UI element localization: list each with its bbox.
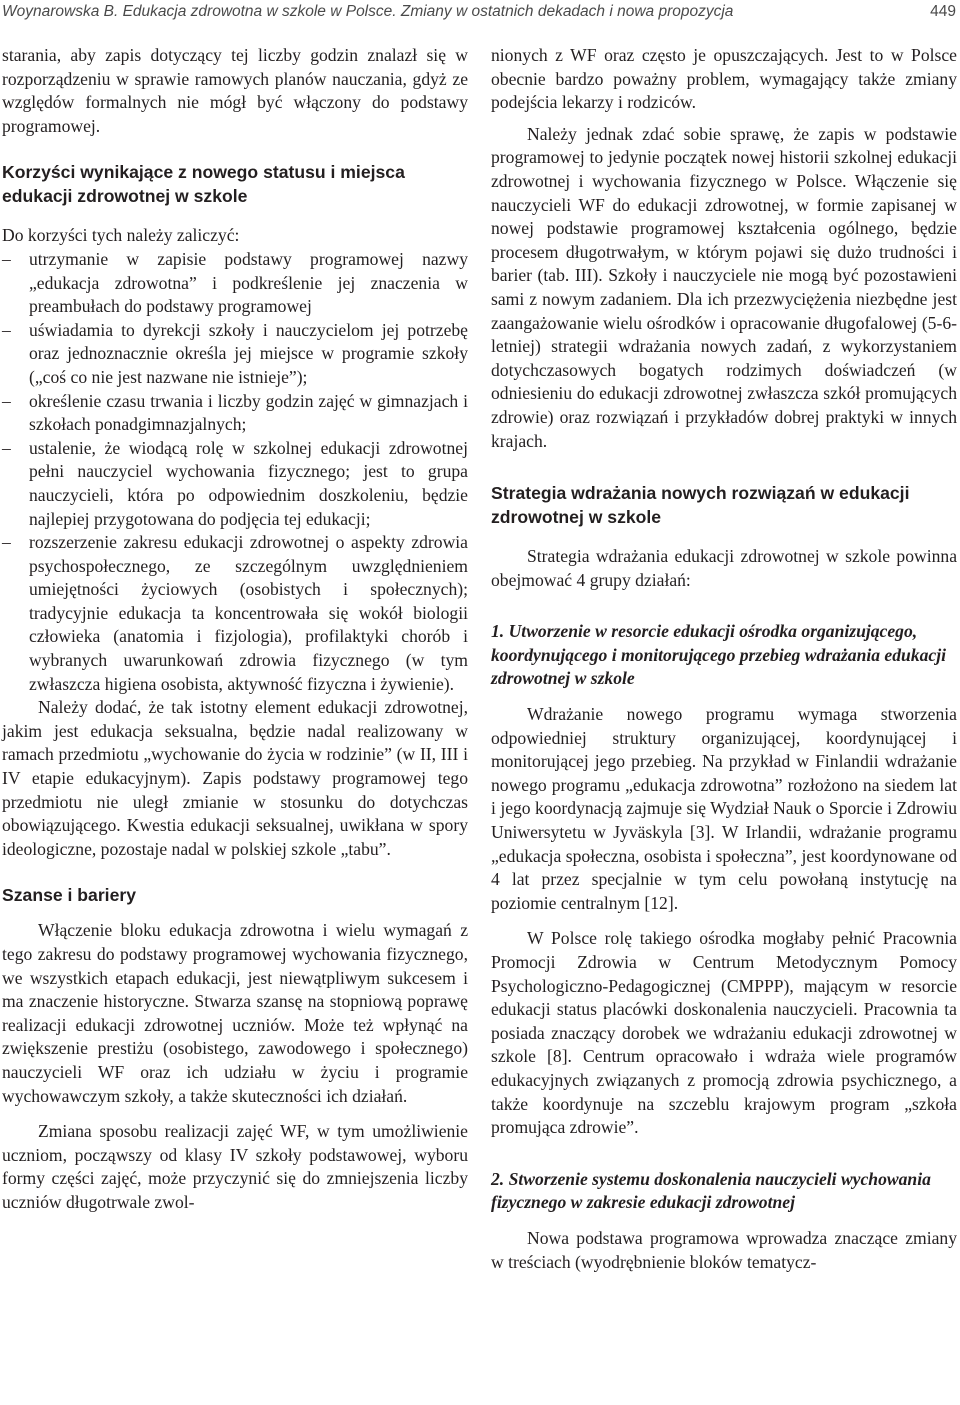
- paragraph: Zmiana sposobu realizacji zajęć WF, w tym umożliwienie uczniom, począwszy od klasy IV szkoły podstawowej, wyboru formy części zajęć, może przyczynić się do zmniejszenia liczby uczniów długotrwale zwol-: [2, 1121, 468, 1212]
- list-item: – rozszerzenie zakresu edukacji zdrowotnej o aspekty zdrowia psychospołecznego, ze szczególnym uwzględnieniem umiejętności życiowych (osobistych i społecznych); tradycyjnie edukacja ta koncentrowała się wokół biologii człowieka (anatomia i fizjologia), profilaktyki chorób i wybranych uwarunkowań zdrowia fizycznego (w tym zwłaszcza higiena osobista, aktywność fizyczna i żywienie).: [2, 532, 468, 694]
- running-header: [2, 0, 956, 26]
- subsection-heading-2: 2. Stworzenie systemu doskonalenia nauczycieli wychowania fizycznego w zakresie edukacji zdrowotnej: [491, 1168, 931, 1213]
- section-heading-chances: Szanse i bariery: [2, 885, 136, 906]
- paragraph: Wdrażanie nowego programu wymaga stworzenia odpowiedniej struktury organizującej, koordynującej i monitorującej jego przebieg. Na przykład w Finlandii wdrażanie nowego programu „edukacja zdrowotna” rozłożono na siedem lat i jego koordynacją zajmuje się Wydział Nauk o Sporcie i Zdrowiu Uniwersytetu w Jyväskyla [3]. W Irlandii, wdrażanie programu „edukacja społeczna, osobista i społeczna”, jest koordynowane od 4 lat przez specjalnie w tym celu powołaną instytucję na poziomie centralnym [12].: [491, 704, 957, 913]
- list-item: – ustalenie, że wiodącą rolę w szkolnej edukacji zdrowotnej pełni nauczyciel wychowania fizycznego; jest to grupa nauczycieli, która po odpowiednim doszkoleniu, będzie najlepiej przygotowana do podjęcia tej edukacji;: [2, 437, 468, 529]
- section-heading-strategy: Strategia wdrażania nowych rozwiązań w edukacji zdrowotnej w szkole: [491, 483, 910, 528]
- list-item: – określenie czasu trwania i liczby godzin zajęć w gimnazjach i szkołach ponadgimnazjalnych;: [2, 390, 468, 435]
- dash-bullet: –: [2, 532, 11, 553]
- dash-bullet: –: [2, 248, 11, 269]
- section-heading-benefits: Korzyści wynikające z nowego statusu i miejsca edukacji zdrowotnej w szkole: [2, 162, 405, 207]
- paragraph: W Polsce rolę takiego ośrodka mogłaby pełnić Pracownia Promocji Zdrowia w Centrum Metodycznym Pomocy Psychologiczno-Pedagogicznej (CMPPP), mającym w resorcie edukacji status placówki doskonalenia nauczycieli. Pracownia ta posiada znaczący dorobek we wdrażaniu edukacji zdrowotnej w szkole [8]. Centrum opracowało i wdraża wiele programów edukacyjnych związanych z promocją zdrowia psychicznego, a także koordynuje na szczeblu krajowym program „szkoła promująca zdrowie”.: [491, 928, 957, 1138]
- left-column: [2, 44, 468, 1215]
- dash-bullet: –: [2, 437, 11, 458]
- subsection-heading-1: 1. Utworzenie w resorcie edukacji ośrodka organizującego, koordynującego i monitorującego przebieg wdrażania edukacji zdrowotnej w szkole: [491, 621, 947, 689]
- paragraph: Włączenie bloku edukacja zdrowotna i wielu wymagań z tego zakresu do podstawy programowej wychowania fizycznego, we wszystkich etapach edukacji, jest niewątpliwym sukcesem i ma znaczenie historyczne. Stwarza szansę na stopniową poprawę realizacji edukacji zdrowotnej uczniów. Może też wpłynąć na zwiększenie prestiżu (osobistego, zawodowego i społecznego) nauczycieli WF oraz ich udziału w życiu i programie wychowawczym szkoły, a także skuteczności ich działań.: [2, 920, 468, 1106]
- paragraph: Nowa podstawa programowa wprowadza znaczące zmiany w treściach (wyodrębnienie bloków tematycz-: [491, 1227, 957, 1272]
- paragraph: nionych z WF oraz często je opuszczających. Jest to w Polsce obecnie bardzo poważny problem, wymagający także zmiany podejścia lekarzy i rodziców.: [491, 45, 957, 113]
- paragraph: Należy dodać, że tak istotny element edukacji zdrowotnej, jakim jest edukacja seksualna, będzie nadal realizowany w ramach przedmiotu „wychowanie do życia w rodzinie” (w II, III i IV etapie edukacyjnym). Zapis podstawy programowej tego przedmiotu nie uległ zmianie w stosunku do dotychczas obowiązującego. Kwestia edukacji seksualnej, uwikłana w spory ideologiczne, pozostaje nadal w polskiej szkole „tabu”.: [2, 697, 468, 859]
- page-number: 449: [930, 3, 956, 20]
- dash-bullet: –: [2, 319, 11, 340]
- list-item: – uświadamia to dyrekcji szkoły i nauczycielom jej potrzebę oraz jednoznacznie określa jej miejsce w programie szkoły („coś co nie jest nazwane nie istnieje”);: [2, 319, 468, 387]
- paragraph: Strategia wdrażania edukacji zdrowotnej w szkole powinna obejmować 4 grupy działań:: [491, 546, 957, 590]
- benefits-list: [2, 248, 468, 696]
- paragraph: Należy jednak zdać sobie sprawę, że zapis w podstawie programowej to jedynie początek nowej historii szkolnej edukacji zdrowotnej i wychowania fizycznego w Polsce. Włączenie się nauczycieli WF do edukacji zdrowotnej, w formie zapisanej w nowej podstawie programowej kształcenia ogólnego, będzie procesem długotrwałym, w którym pojawi się dużo trudności i barier (tab. III). Szkoły i nauczyciele nie mogą być pozostawieni sami z nowym zadaniem. Dla ich przezwyciężenia niezbędne jest zaangażowanie wielu ośrodków i opracowanie długofalowej (5-6-letniej) strategii wdrażania nowych zadań, z wykorzystaniem dotychczasowych bogatych rodzimych doświadczeń (w odniesieniu do edukacji zdrowotnej zwłaszcza szkół promujących zdrowie) oraz rozwiązań i przykładów dobrej praktyki w innych krajach.: [491, 123, 957, 451]
- right-column: [491, 44, 957, 1274]
- paragraph: starania, aby zapis dotyczący tej liczby godzin znalazł się w rozporządzeniu w sprawie ramowych planów nauczania, gdyż ze względów formalnych nie mógł być włączony do podstawy programowej.: [2, 45, 468, 136]
- dash-bullet: –: [2, 390, 11, 411]
- list-item: – utrzymanie w zapisie podstawy programowej nazwy „edukacja zdrowotna” i podkreślenie jej znaczenia w preambułach do podstawy programowej: [2, 248, 468, 317]
- running-title: Woynarowska B. Edukacja zdrowotna w szkole w Polsce. Zmiany w ostatnich dekadach i nowa propozycja: [2, 3, 734, 20]
- paragraph: Do korzyści tych należy zaliczyć:: [2, 225, 240, 246]
